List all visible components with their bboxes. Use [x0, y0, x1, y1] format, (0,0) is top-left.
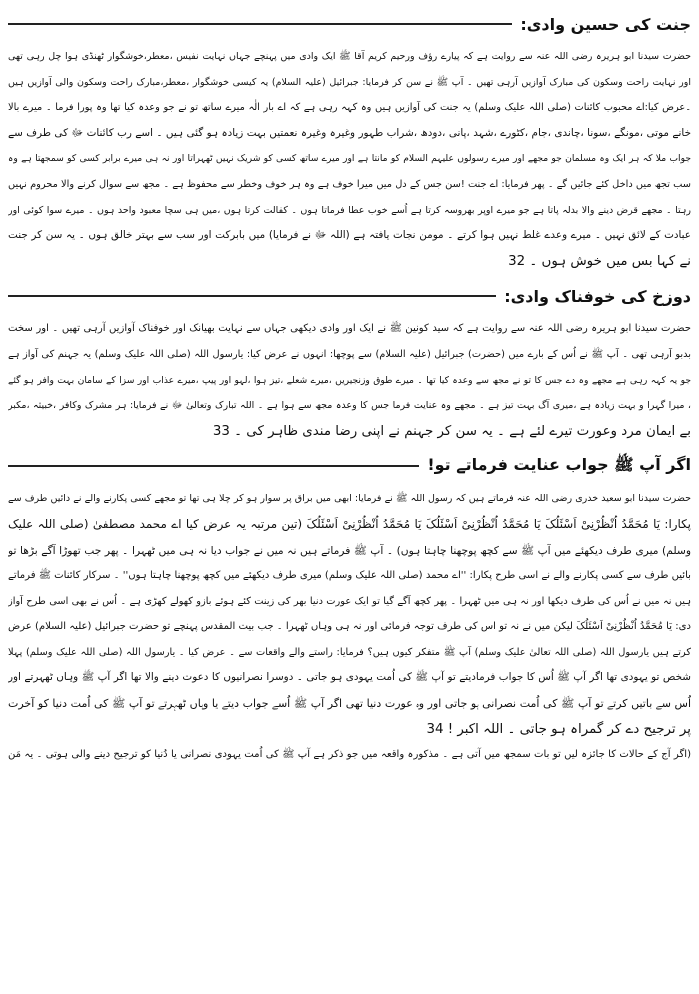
- text-line: حضرت سیدنا ابو سعید خدری رضی اللہ عنہ فرماتے ہیں کہ رسول اللہ ﷺ نے فرمایا: ابھی میں براق پر سوار ہو کر چلا ہی تھا تو مجھے کسی پکارنے والے نے دائیں طرف سے: [8, 493, 691, 505]
- text-line: بدبو آرہی تھی ۔ آپ ﷺ نے اُس کے بارے میں (حضرت) جبرائیل (علیہ السلام) سے پوچھا: انہوں نے عرض کیا: یارسول اللہ (صلی اللہ علیک وسلم) یہ جہنم کی آواز ہے: [8, 348, 691, 360]
- section-title: جنت کی حسین وادی:: [520, 14, 691, 34]
- section-jannat: [8, 8, 691, 274]
- heading-underline: [8, 295, 496, 297]
- text-line-last: پر ترجیح دے کر گمراہ ہو جاتی ۔ اللہ اکبر ! 34: [426, 721, 691, 737]
- text-line: رہتا ۔ مجھے قرض دینے والا بدلہ پاتا ہے جو میرے اوپر بھروسہ کرتا ہے اُسے خوب عطا فرماتا ہوں ۔ کفالت کرتا ہوں ،میں ہی سچا معبود واحد ہوں ۔ میرے سوا کوئی اور: [8, 204, 691, 216]
- text-line: اُس سے باتیں کرتے تو آپ ﷺ کی اُمت نصرانی ہو جاتی اور وہ عورت دنیا تھی اگر آپ ﷺ اُسے جواب دیتے یا وہاں ٹھہرتے تو آپ ﷺ کی اُمت دنیا کو آخرت: [8, 697, 691, 711]
- section-heading: [8, 450, 691, 482]
- text-line: پکارا: یَا مُحَمَّدُ اُنْظُرْنِیْ اَسْئَلُکَ یَا مُحَمَّدُ اُنْظُرْنِیْ اَسْئَلُکَ یَا مُحَمَّدُ اُنْظُرْنِیْ اَسْئَلُکَ (تین مرتبہ یہ عرض کیا اے محمد مصطفیٰ (صلی اللہ علیک: [8, 516, 691, 531]
- text-line: وسلم) میری طرف دیکھئے میں آپ ﷺ سے کچھ پوچھنا چاہتا ہوں) ۔ آپ ﷺ فرماتے ہیں نہ میں نے جواب دیا نہ ہی میں ٹھہرا ۔ پھر جب تھوڑا آگے بڑھا تو: [8, 543, 691, 557]
- text-line: سب تجھ میں داخل کئے جائیں گے ۔ پھر فرمایا: اے جنت !سن جس کے دل میں میرا خوف ہے وہ ہر خوف وخطر سے محفوظ ہے ۔ مجھ سے سوال کرنے والا محروم نہیں: [8, 178, 691, 190]
- section-title: اگر آپ ﷺ جواب عنایت فرماتے تو!: [427, 454, 691, 474]
- text-line: ، میرا گہرا و بہت زیادہ ہے ،میری آگ بہت تیز ہے ۔ مجھے وہ عنایت فرما جس کا وعدہ مجھ سے ہوا ہے ۔ اللہ تبارک وتعالیٰ ﷻ نے فرمایا: ہر مشرک وکافر ،خبیثہ ،مکبر: [8, 400, 691, 412]
- section-dozakh: [8, 280, 691, 444]
- text-line: بائیں طرف سے کسی پکارنے والے نے اسی طرح پکارا: ''اے محمد (صلی اللہ علیک وسلم) میری طرف دیکھئے میں کچھ پوچھنا چاہتا ہوں'' ۔ سرکار کائنات ﷺ فرماتے: [8, 570, 691, 582]
- text-line: خانے موتی ،مونگے ،سونا ،چاندی ،جام ،کٹورے ،شہد ،پانی ،دودھ ،شراب طہور وغیرہ وغیرہ نعمتیں بہت زیادہ ہو گئی ہیں ۔ اسے رب کائنات ﷻ کی طرف سے: [8, 126, 691, 139]
- text-line: جو یہ کہہ رہی ہے مجھے وہ دے جس کا تو نے مجھ سے وعدہ کیا تھا ۔ میرے طوق وزنجیریں ،میرے شعلے ،تیز ہوا ،لہو اور پیپ ،میرے عذاب اور سزا کے سامان بہت وافر ہو گئے: [8, 374, 691, 386]
- text-line: (اگر آج کے حالات کا جائزہ لیں تو بات سمجھ میں آتی ہے ۔ مذکورہ واقعہ میں جو ذکر ہے آپ ﷺ کی اُمت یہودی نصرانی یا دُنیا کو ترجیح دینے والی ہوتی ۔ یہ مَن: [8, 749, 691, 761]
- text-line: ہیں نہ میں نے اُس کی طرف دیکھا اور نہ ہی میں ٹھہرا ۔ پھر کچھ آگے گیا تو ایک عورت دنیا بھر کی زینت کئے ہوئے بازو کھولے کھڑی ہے ۔ اُس نے بھی اسی طرح آواز: [8, 595, 691, 607]
- text-line: اور نہایت راحت وسکون کی مبارک آوازیں آرہی تھیں ۔ آپ ﷺ نے سن کر فرمایا: جبرائیل (علیہ السلام) یہ کیسی خوشگوار ،معطر،مبارک راحت وسکون والی آوازیں ہیں: [8, 76, 691, 88]
- text-line-last: نے کہا بس میں خوش ہوں ۔ 32: [508, 253, 691, 269]
- section-heading: [8, 280, 691, 312]
- text-line: حضرت سیدنا ابو ہریرہ رضی اللہ عنہ سے روایت ہے کہ پیارے رؤف ورحیم کریم آقا ﷺ ایک وادی میں پہنچے جہاں نہایت نفیس ،معطر،خوشگوار ٹھنڈی ہوا چل رہی تھی: [8, 51, 691, 62]
- text-line: ۔عرض کیا:اے محبوب کائنات (صلی اللہ علیک وسلم) یہ جنت کی آوازیں ہیں وہ کہہ رہی ہے کہ اے بار الٰہ میرے ساتھ تو نے جو وعدہ کیا تھا وہ پورا فرما ۔ میرے بالا: [8, 102, 691, 114]
- section-body: [8, 44, 691, 274]
- text-line: شخص تو یہودی تھا اگر آپ ﷺ اُس کا جواب فرمادیتے تو آپ ﷺ کی اُمت یہودی ہو جاتی ۔ دوسرا نصرانیوں کا دعوت دینے والا تھا اگر آپ ﷺ وہاں ٹھہرتے اور: [8, 671, 691, 684]
- text-line: کرتے ہیں یارسول اللہ (صلی اللہ تعالیٰ علیک وسلم) آپ ﷺ متفکر کیوں ہیں؟ فرمایا: راستے والے واقعات سے ۔ عرض کیا ۔ یارسول اللہ (صلی اللہ علیک وسلم) پہلا: [8, 646, 691, 658]
- section-jawab: [8, 450, 691, 768]
- section-title: دوزخ کی خوفناک وادی:: [504, 286, 691, 306]
- text-line-last: بے ایمان مرد وعورت تیرے لئے ہے ۔ یہ سن کر جہنم نے اپنی رضا مندی ظاہر کی ۔ 33: [212, 423, 691, 439]
- section-body: [8, 486, 691, 768]
- text-line: عبادت کے لائق نہیں ۔ میرے وعدے غلط نہیں ہوا کرتے ۔ مومن نجات یافتہ ہے (اللہ ﷻ نے فرمایا) میں بابرکت اور سب سے بہتر خالق ہوں ۔ یہ سن کر جنت: [8, 229, 691, 242]
- heading-underline: [8, 23, 512, 25]
- section-heading: [8, 8, 691, 40]
- section-body: [8, 316, 691, 444]
- heading-underline: [8, 465, 419, 467]
- text-line: دی: یَا مُحَمَّدُ اُنْظُرْنِیْ اَسْئَلُکَ لیکن میں نے نہ تو اس کی طرف توجہ فرمائی اور نہ ہی وہاں ٹھہرا ۔ جب بیت المقدس پہنچے تو حضرت جبرائیل (علیہ السلام) عرض: [8, 621, 691, 633]
- text-line: حضرت سیدنا ابو ہریرہ رضی اللہ عنہ سے روایت ہے کہ سید کونین ﷺ نے ایک اور وادی دیکھی جہاں سے نہایت بھیانک اور خوفناک آوازیں آرہی تھیں ۔ اور سخت: [8, 323, 691, 335]
- text-line: جواب ملا کہ ہر ایک وہ مسلمان جو مجھے اور میرے رسولوں علیہم السلام کو مانتا ہے اور میرے ساتھ کسی کو شریک نہیں ٹھہراتا اور نہ ہی میرے برابر کسی کو سمجھتا ہے وہ: [8, 153, 691, 165]
